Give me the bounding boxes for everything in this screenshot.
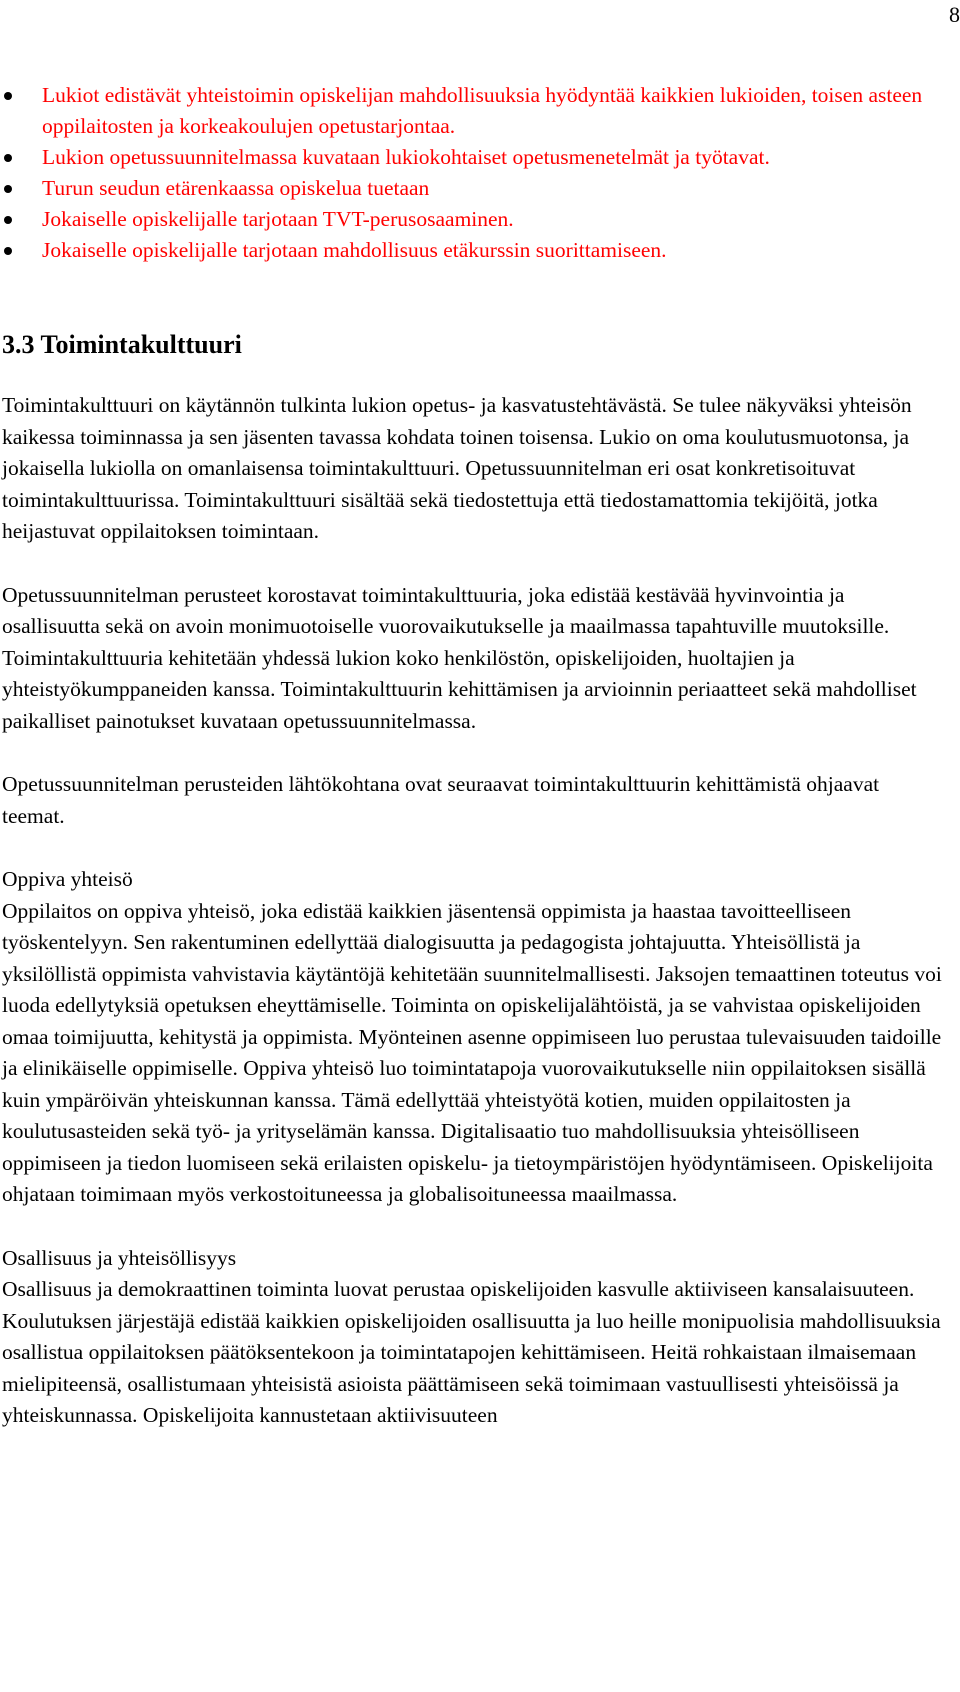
bullet-list (2, 80, 942, 266)
list-item: Jokaiselle opiskelijalle tarjotaan TVT-perusosaaminen. (2, 204, 942, 235)
bullet-icon (4, 154, 12, 162)
bullet-icon (4, 247, 12, 255)
document-body (2, 80, 942, 1432)
paragraph: Opetussuunnitelman perusteet korostavat toimintakulttuuria, joka edistää kestävää hyvinvointia ja osallisuutta sekä on avoin monimuotoiselle vuorovaikutukselle ja maailmassa tapahtuville muutoksille. Toimintakulttuuria kehitetään yhdessä lukion koko henkilöstön, opiskelijoiden, huoltajien ja yhteistyökumppaneiden kanssa. Toimintakulttuurin kehittämisen ja arvioinnin periaatteet sekä mahdolliset paikalliset painotukset kuvataan opetussuunnitelmassa. (2, 582, 917, 733)
bullet-icon (4, 185, 12, 193)
paragraph: Toimintakulttuuri on käytännön tulkinta lukion opetus- ja kasvatustehtävästä. Se tulee näkyväksi yhteisön kaikessa toiminnassa ja sen jäsenten tavassa kohdata toinen toisensa. Lukio on oma koulutusmuotonsa, ja jokaisella lukiolla on omanlaisensa toimintakulttuuri. Opetussuunnitelman eri osat konkretisoituvat toimintakulttuurissa. Toimintakulttuuri sisältää sekä tiedostettuja että tiedostamattomia tekijöitä, jotka heijastuvat oppilaitoksen toimintaan. (2, 393, 912, 543)
list-item: Jokaiselle opiskelijalle tarjotaan mahdollisuus etäkurssin suorittamiseen. (2, 235, 942, 266)
list-item: Lukiot edistävät yhteistoimin opiskelijan mahdollisuuksia hyödyntää kaikkien lukioiden, toisen asteen oppilaitosten ja korkeakoulujen opetustarjontaa. (2, 80, 942, 142)
subheading-oppiva-yhteiso: Oppiva yhteisö (2, 867, 133, 891)
paragraph: Osallisuus ja demokraattinen toiminta luovat perustaa opiskelijoiden kasvulle aktiiviseen kansalaisuuteen. Koulutuksen järjestäjä edistää kaikkien opiskelijoiden osallisuutta ja luo heille monipuolisia mahdollisuuksia osallistua oppilaitoksen päätöksentekoon ja toimintatapojen kehittämiseen. Heitä rohkaistaan ilmaisemaan mielipiteensä, osallistumaan yhteisistä asioista päättämiseen sekä toimimaan vastuullisesti yhteisöissä ja yhteiskunnassa. Opiskelijoita kannustetaan aktiivisuuteen (2, 1277, 941, 1427)
page-number: 8 (949, 2, 960, 27)
list-item: Lukion opetussuunnitelmassa kuvataan lukiokohtaiset opetusmenetelmät ja työtavat. (2, 142, 942, 173)
paragraph: Opetussuunnitelman perusteiden lähtökohtana ovat seuraavat toimintakulttuurin kehittämistä ohjaavat teemat. (2, 772, 880, 828)
list-item: Turun seudun etärenkaassa opiskelua tuetaan (2, 173, 942, 204)
subheading-osallisuus: Osallisuus ja yhteisöllisyys (2, 1245, 237, 1270)
paragraph: Oppilaitos on oppiva yhteisö, joka edistää kaikkien jäsentensä oppimista ja haastaa tavoitteelliseen työskentelyyn. Sen rakentuminen edellyttää dialogisuutta ja pedagogista johtajuutta. Yhteisöllistä ja yksilöllistä oppimista vahvistavia käytäntöjä kehitetään suunnitelmallisesti. Jaksojen temaattinen toteutus voi luoda edellytyksiä opetuksen eheyttämiselle. Toiminta on opiskelijalähtöistä, ja se vahvistaa opiskelijoiden omaa toimijuutta, kehitystä ja oppimista. Myönteinen asenne oppimiseen luo perustaa tulevaisuuden taidoille ja elinikäiselle oppimiselle. Oppiva yhteisö luo toimintatapoja vuorovaikutukselle niin oppilaitoksen sisällä kuin ympäröivän yhteiskunnan kanssa. Tämä edellyttää yhteistyötä kotien, muiden oppilaitosten ja koulutusasteiden sekä työ- ja yrityselämän kanssa. Digitalisaatio tuo mahdollisuuksia yhteisölliseen oppimiseen ja tiedon luomiseen sekä erilaisten opiskelu- ja tietoympäristöjen hyödyntämiseen. Opiskelijoita ohjataan toimimaan myös verkostoituneessa ja globalisoituneessa maailmassa. (2, 898, 942, 1206)
bullet-icon (4, 92, 12, 100)
bullet-icon (4, 216, 12, 224)
section-heading: 3.3 Toimintakulttuuri (2, 330, 242, 359)
